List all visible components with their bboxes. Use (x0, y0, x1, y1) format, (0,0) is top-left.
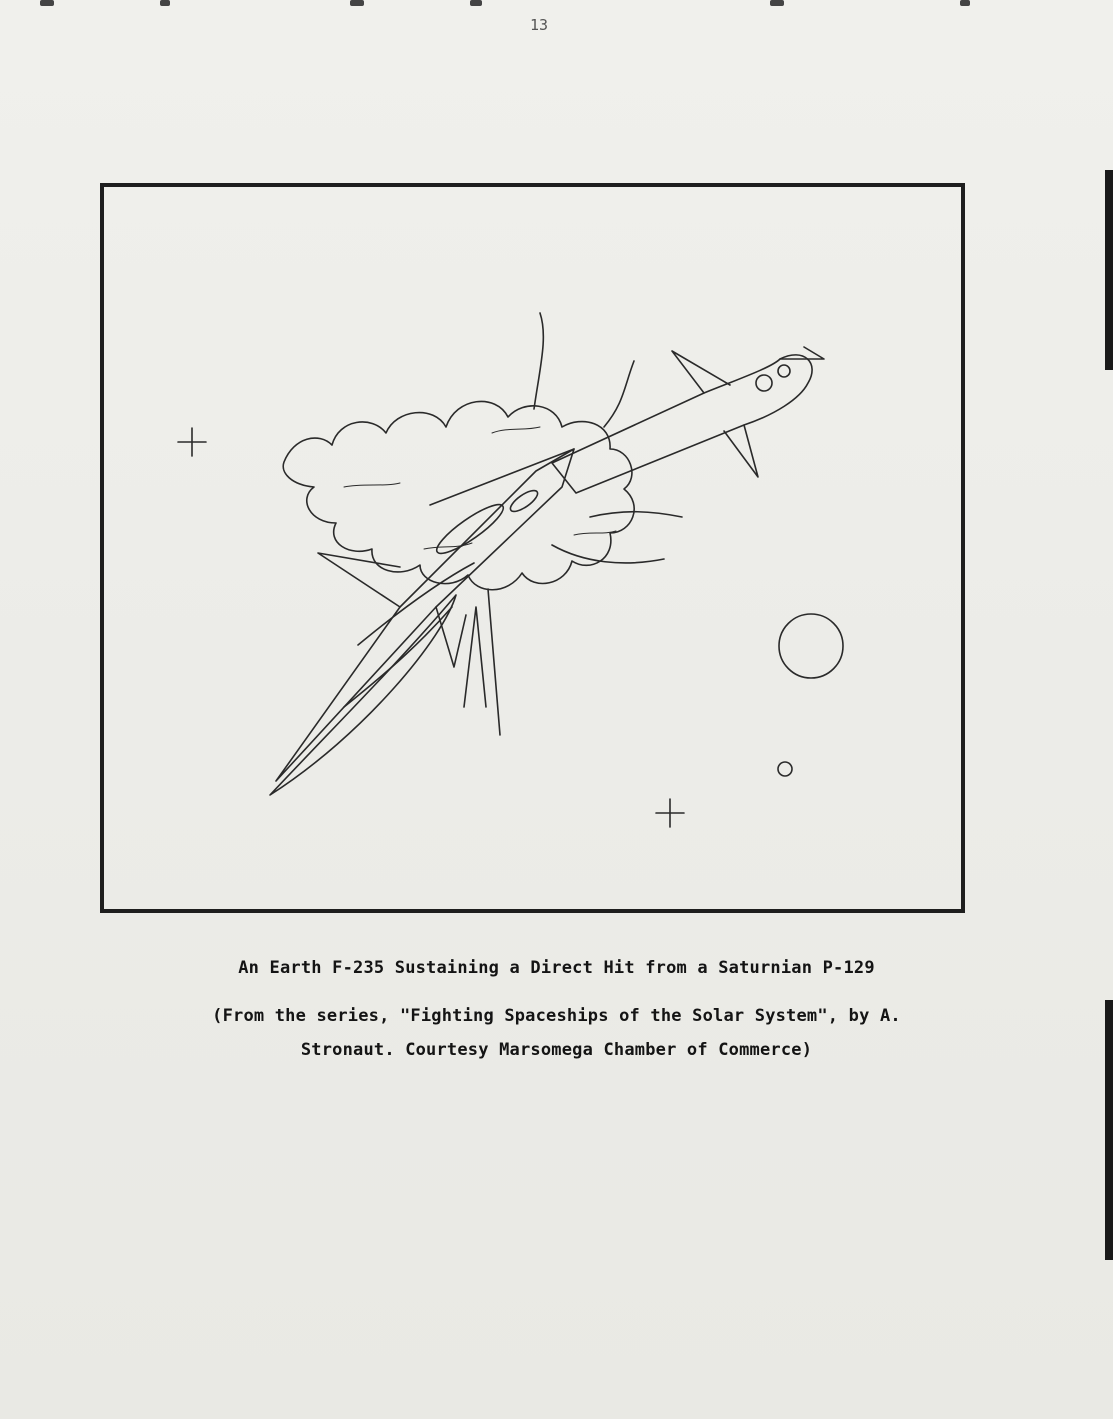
caption-source-line1: (From the series, "Fighting Spaceships of the Solar System", by A. (212, 1006, 901, 1026)
binder-tab-bottom (1105, 1000, 1113, 1260)
explosion-cloud (283, 401, 634, 589)
blast-spike (464, 607, 486, 707)
star-icon (178, 428, 206, 456)
planet-large-icon (779, 614, 843, 678)
binder-tab-top (1105, 170, 1113, 370)
planet-small-icon (778, 762, 792, 776)
blast-spike (590, 512, 682, 517)
earth-ship (276, 449, 574, 781)
caption-source-line2: Stronaut. Courtesy Marsomega Chamber of Commerce) (300, 1040, 813, 1060)
blast-spike (604, 361, 634, 427)
saturnian-ship (552, 347, 824, 493)
blast-spike (270, 595, 456, 795)
blast-spike (534, 313, 543, 409)
star-icon (656, 799, 684, 827)
caption-title: An Earth F-235 Sustaining a Direct Hit from a Saturnian P-129 (238, 958, 875, 978)
blast-spike (358, 563, 474, 645)
blast-spike (488, 589, 500, 735)
illustration-frame (100, 183, 965, 913)
page-number: 13 (530, 16, 549, 34)
blast-spike (344, 607, 452, 707)
spaceship-battle-drawing (104, 187, 961, 909)
top-edge-marks (0, 0, 1113, 10)
